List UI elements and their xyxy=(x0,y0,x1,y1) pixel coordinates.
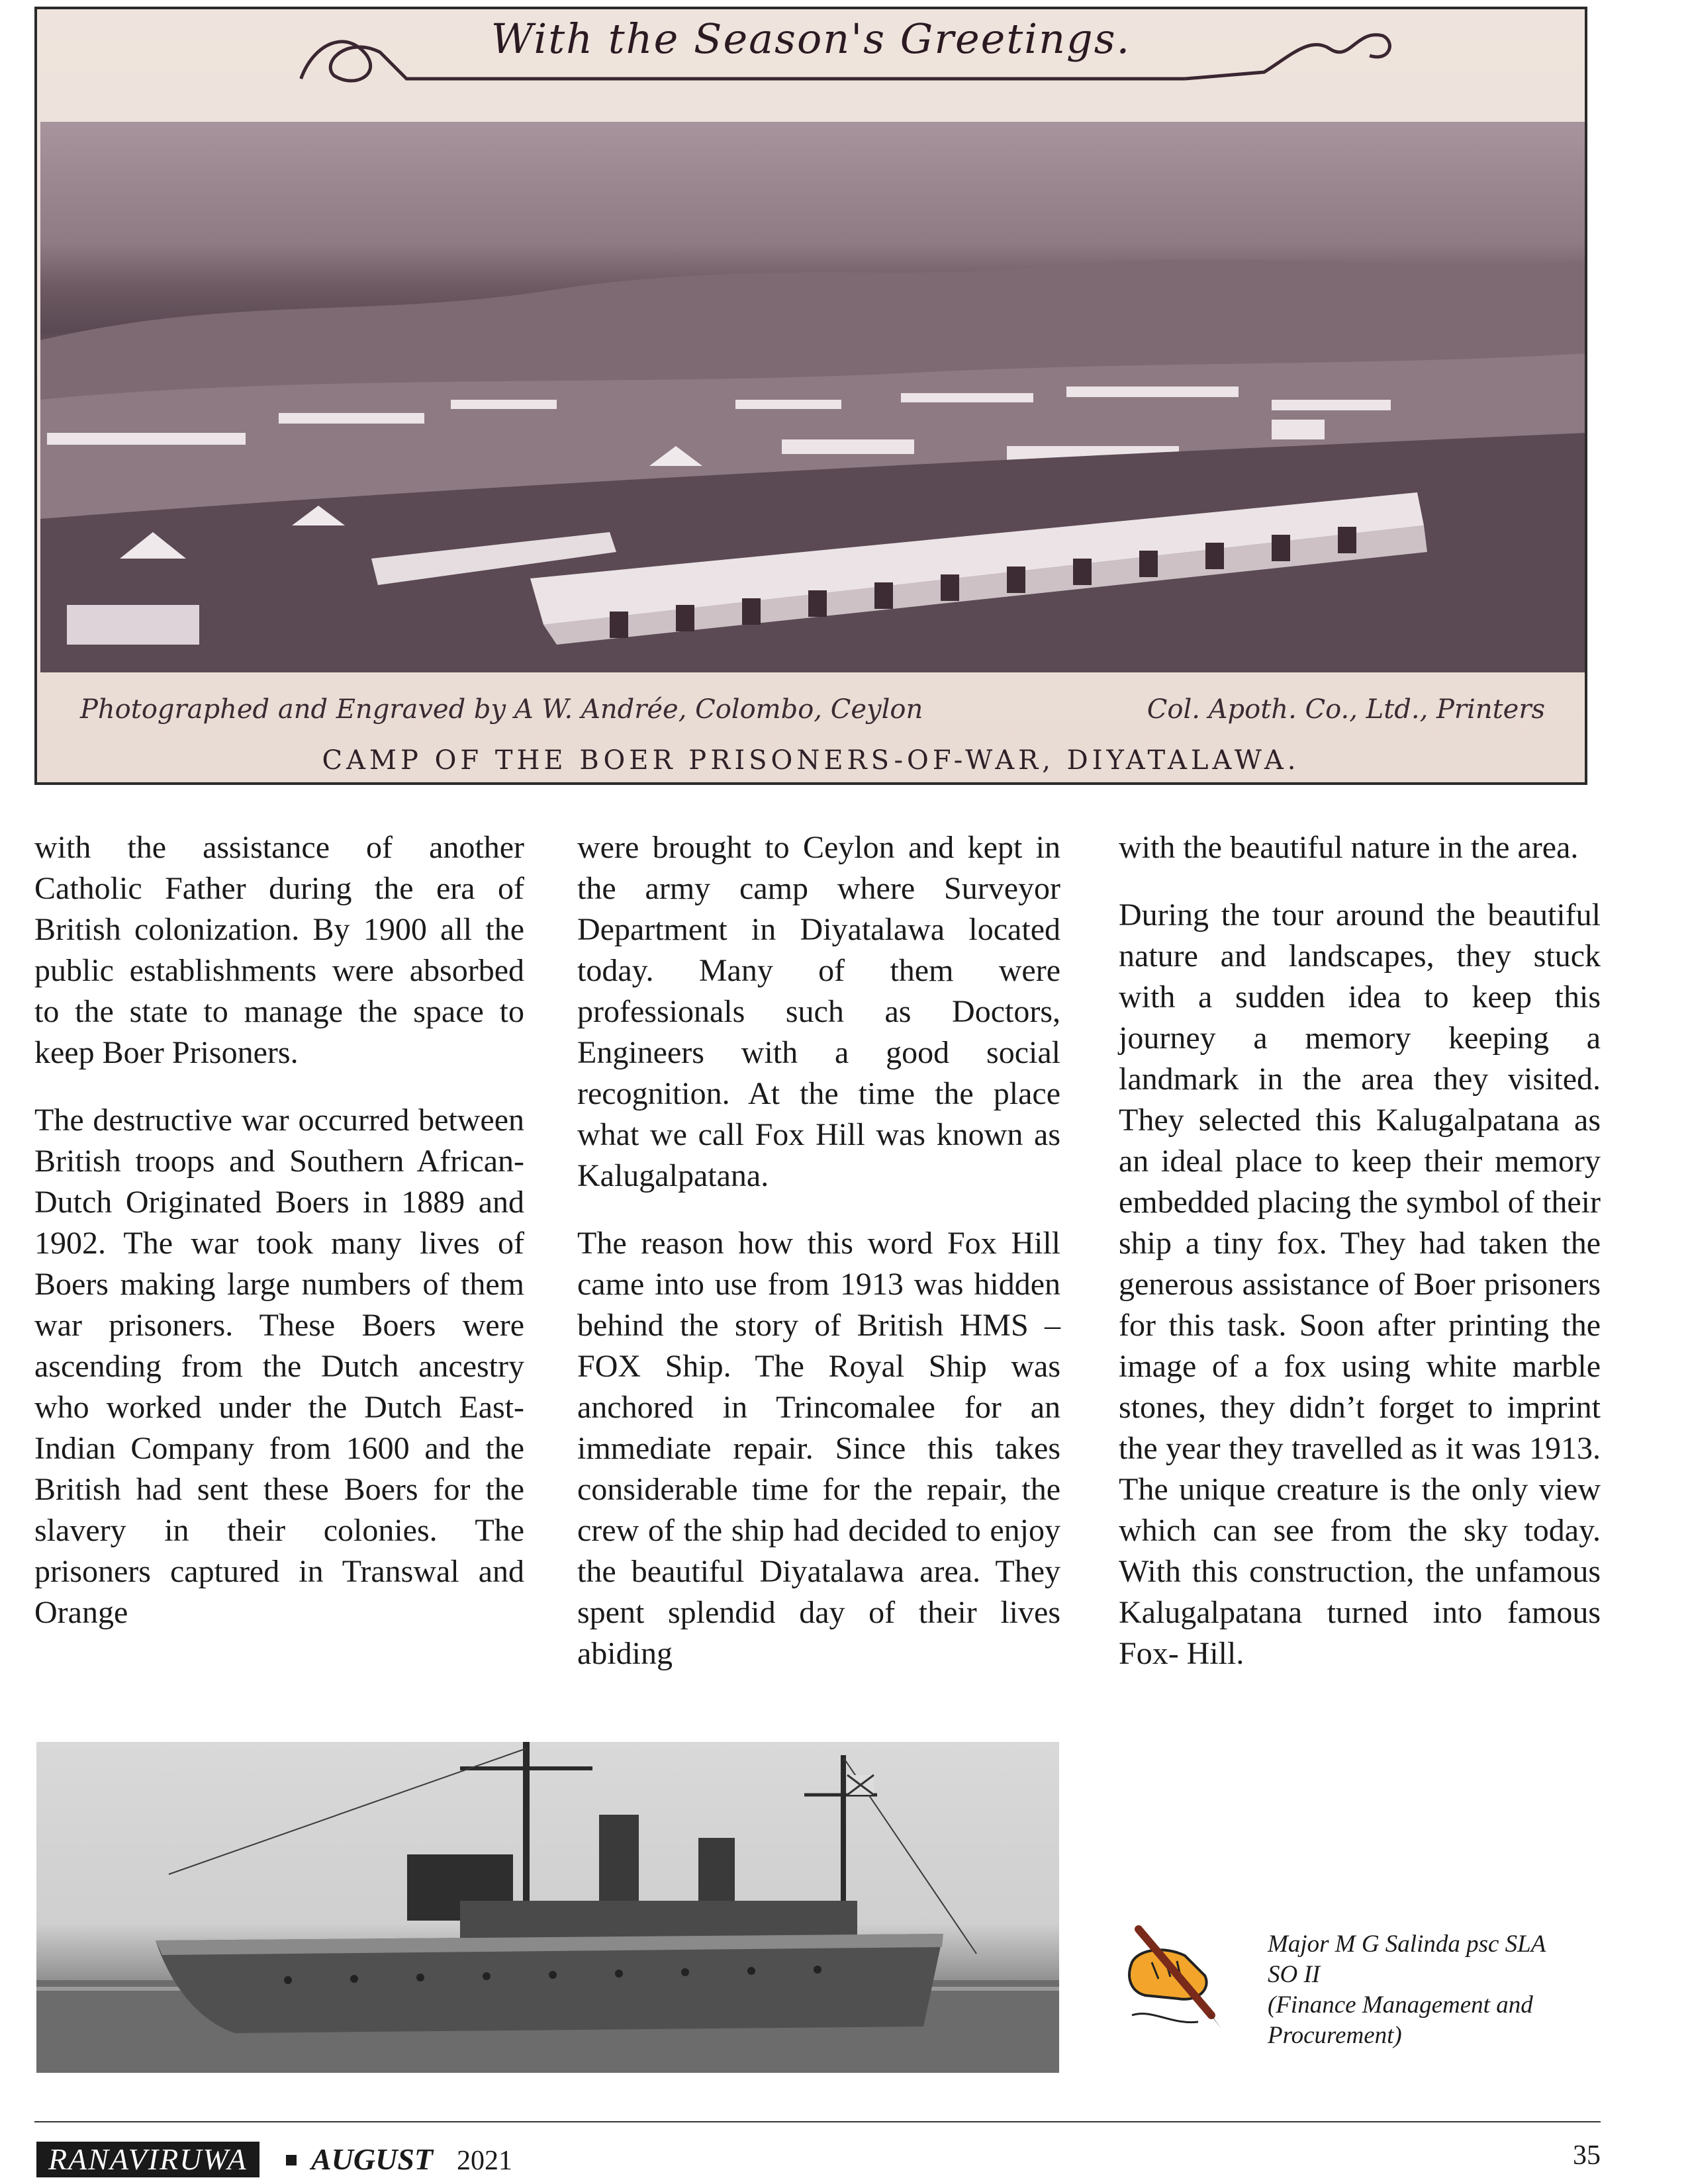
camp-panorama-image xyxy=(40,122,1587,672)
author-name: Major M G Salinda psc SLA xyxy=(1268,1931,1546,1958)
hms-fox-ship-image xyxy=(36,1742,1059,2073)
issue-month: AUGUST xyxy=(311,2142,434,2176)
article-column-3 xyxy=(1119,827,1601,1701)
footer-divider xyxy=(34,2121,1601,2122)
page-number: 35 xyxy=(1573,2140,1601,2171)
paragraph: During the tour around the beautiful nature and landscapes, they stuck with a sudden idea to keep this journey a memory keeping a landmark in the area they visited. They selected this Kalugalpatana as an ideal place to keep their memory embedded placing the symbol of their ship a tiny fox. They had taken the generous assistance of Boer prisoners for this task. Soon after printing the image of a fox using white marble stones, they didn’t forget to imprint the year they travelled as it was 1913. The unique creature is the only view which can see from the sky today. With this construction, the unfamous Kalugalpatana turned into famous Fox- Hill. xyxy=(1119,897,1601,1671)
photo-credit: Photographed and Engraved by A W. Andrée, Colombo, Ceylon xyxy=(80,694,923,725)
paragraph: with the assistance of another Catholic Father during the era of British colonization. By 1900 all the public establishments were absorbed to the state to manage the space to keep Boer Prisoners. xyxy=(34,830,524,1070)
author-appointment: SO II xyxy=(1268,1961,1321,1988)
article-column-2 xyxy=(577,827,1060,1701)
paragraph: were brought to Ceylon and kept in the army camp where Surveyor Department in Diyatalawa located today. Many of them were professionals such as Doctors, Engineers with a good social recognition. At the time the place what we call Fox Hill was known as Kalugalpatana. xyxy=(577,830,1060,1193)
author-department: (Finance Management and xyxy=(1268,1991,1533,2019)
paragraph: with the beautiful nature in the area. xyxy=(1119,830,1579,865)
bullet-separator xyxy=(286,2155,297,2165)
postcard-photo xyxy=(34,7,1587,785)
paragraph: The destructive war occurred between British troops and Southern African-Dutch Originated Boers in 1889 and 1902. The war took many lives of Boers making large numbers of them war prisoners. These Boers were ascending from the Dutch ancestry who worked under the Dutch East-Indian Company from 1600 and the British had sent these Boers for the slavery in their colonies. The prisoners captured in Transwal and Orange xyxy=(34,1103,524,1630)
paragraph: The reason how this word Fox Hill came into use from 1913 was hidden behind the story of British HMS – FOX Ship. The Royal Ship was anchored in Trincomalee for an immediate repair. Since this takes considerable time for the repair, the crew of the ship had decided to enjoy the beautiful Diyatalawa area. They spent splendid day of their lives abiding xyxy=(577,1226,1060,1671)
issue-year: 2021 xyxy=(457,2146,512,2176)
magazine-name: RANAVIRUWA xyxy=(36,2142,259,2177)
postcard-title: CAMP OF THE BOER PRISONERS-OF-WAR, DIYATALAWA. xyxy=(322,745,1300,776)
hand-writing-quill-icon xyxy=(1112,1916,1231,2035)
printer-credit: Col. Apoth. Co., Ltd., Printers xyxy=(1147,694,1545,725)
author-department-cont: Procurement) xyxy=(1268,2022,1402,2049)
greeting-text: With the Season's Greetings. xyxy=(491,15,1131,63)
article-column-1 xyxy=(34,827,524,1660)
author-credit xyxy=(1268,1929,1546,2051)
